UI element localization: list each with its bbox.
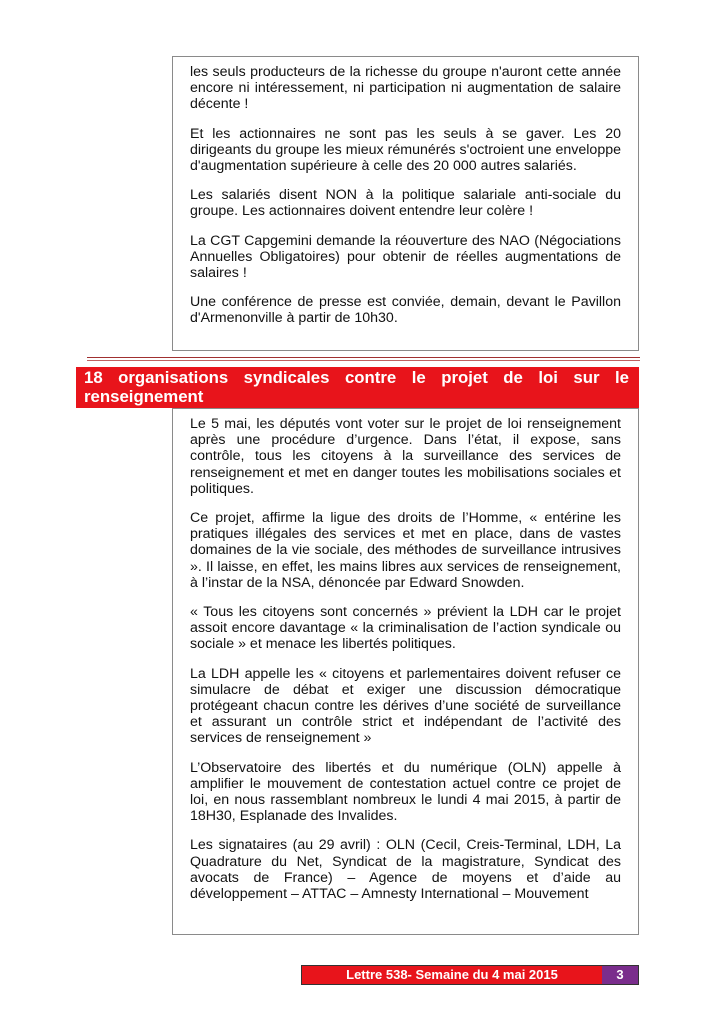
section-divider-secondary [87, 360, 640, 361]
paragraph: L’Observatoire des libertés et du numérique (OLN) appelle à amplifier le mouvement de contestation actuel contre ce projet de loi, en nous rassemblant nombreux le lundi 4 mai 2015, à partir de 18H30, Esplanade des Invalides. [190, 759, 621, 825]
paragraph: Les signataires (au 29 avril) : OLN (Cecil, Creis-Terminal, LDH, La Quadrature du Net, Syndicat de la magistrature, Syndicat des avocats de France) – Agence de moyens et d’aide au développement – ATTAC – Amnesty International – Mouvement [190, 837, 621, 903]
paragraph: Les salariés disent NON à la politique salariale anti-sociale du groupe. Les actionnaires doivent entendre leur colère ! [190, 187, 621, 220]
article-continuation-box [172, 56, 639, 351]
section-divider [87, 357, 640, 358]
paragraph: « Tous les citoyens sont concernés » prévient la LDH car le projet assoit encore davantage « la criminalisation de l’action syndicale ou sociale » et menace les libertés politiques. [190, 604, 621, 653]
newsletter-issue-label: Lettre 538- Semaine du 4 mai 2015 [302, 966, 602, 984]
article-body-box [172, 408, 639, 935]
section-heading: 18 organisations syndicales contre le projet de loi sur le renseignement [76, 367, 639, 408]
paragraph: Une conférence de presse est conviée, demain, devant le Pavillon d'Armenonville à partir de 10h30. [190, 294, 621, 327]
page-footer [301, 965, 639, 985]
paragraph: les seuls producteurs de la richesse du groupe n'auront cette année encore ni intéressement, ni participation ni augmentation de salaire décente ! [190, 64, 621, 113]
paragraph: Ce projet, affirme la ligue des droits de l’Homme, « entérine les pratiques illégales des services et met en place, dans de vastes domaines de la vie sociale, des méthodes de surveillance intrusives ». Il laisse, en effet, les mains libres aux services de renseignement, à l’instar de la NSA, dénoncée par Edward Snowden. [190, 510, 621, 591]
paragraph: Et les actionnaires ne sont pas les seuls à se gaver. Les 20 dirigeants du groupe les mieux rémunérés s'octroient une enveloppe d'augmentation supérieure à celle des 20 000 autres salariés. [190, 125, 621, 175]
paragraph: La CGT Capgemini demande la réouverture des NAO (Négociations Annuelles Obligatoires) pour obtenir de réelles augmentations de salaires ! [190, 232, 621, 282]
paragraph: Le 5 mai, les députés vont voter sur le projet de loi renseignement après une procédure d’urgence. Dans l’état, il expose, sans contrôle, tous les citoyens à la surveillance des services de renseignement et met en danger toutes les mobilisations sociales et politiques. [190, 416, 621, 497]
paragraph: La LDH appelle les « citoyens et parlementaires doivent refuser ce simulacre de débat et exiger une discussion démocratique protégeant chacun contre les dérives d’une société de surveillance et assurant un contrôle strict et indépendant de l’activité des services de renseignement » [190, 665, 621, 747]
page-number: 3 [602, 966, 638, 984]
